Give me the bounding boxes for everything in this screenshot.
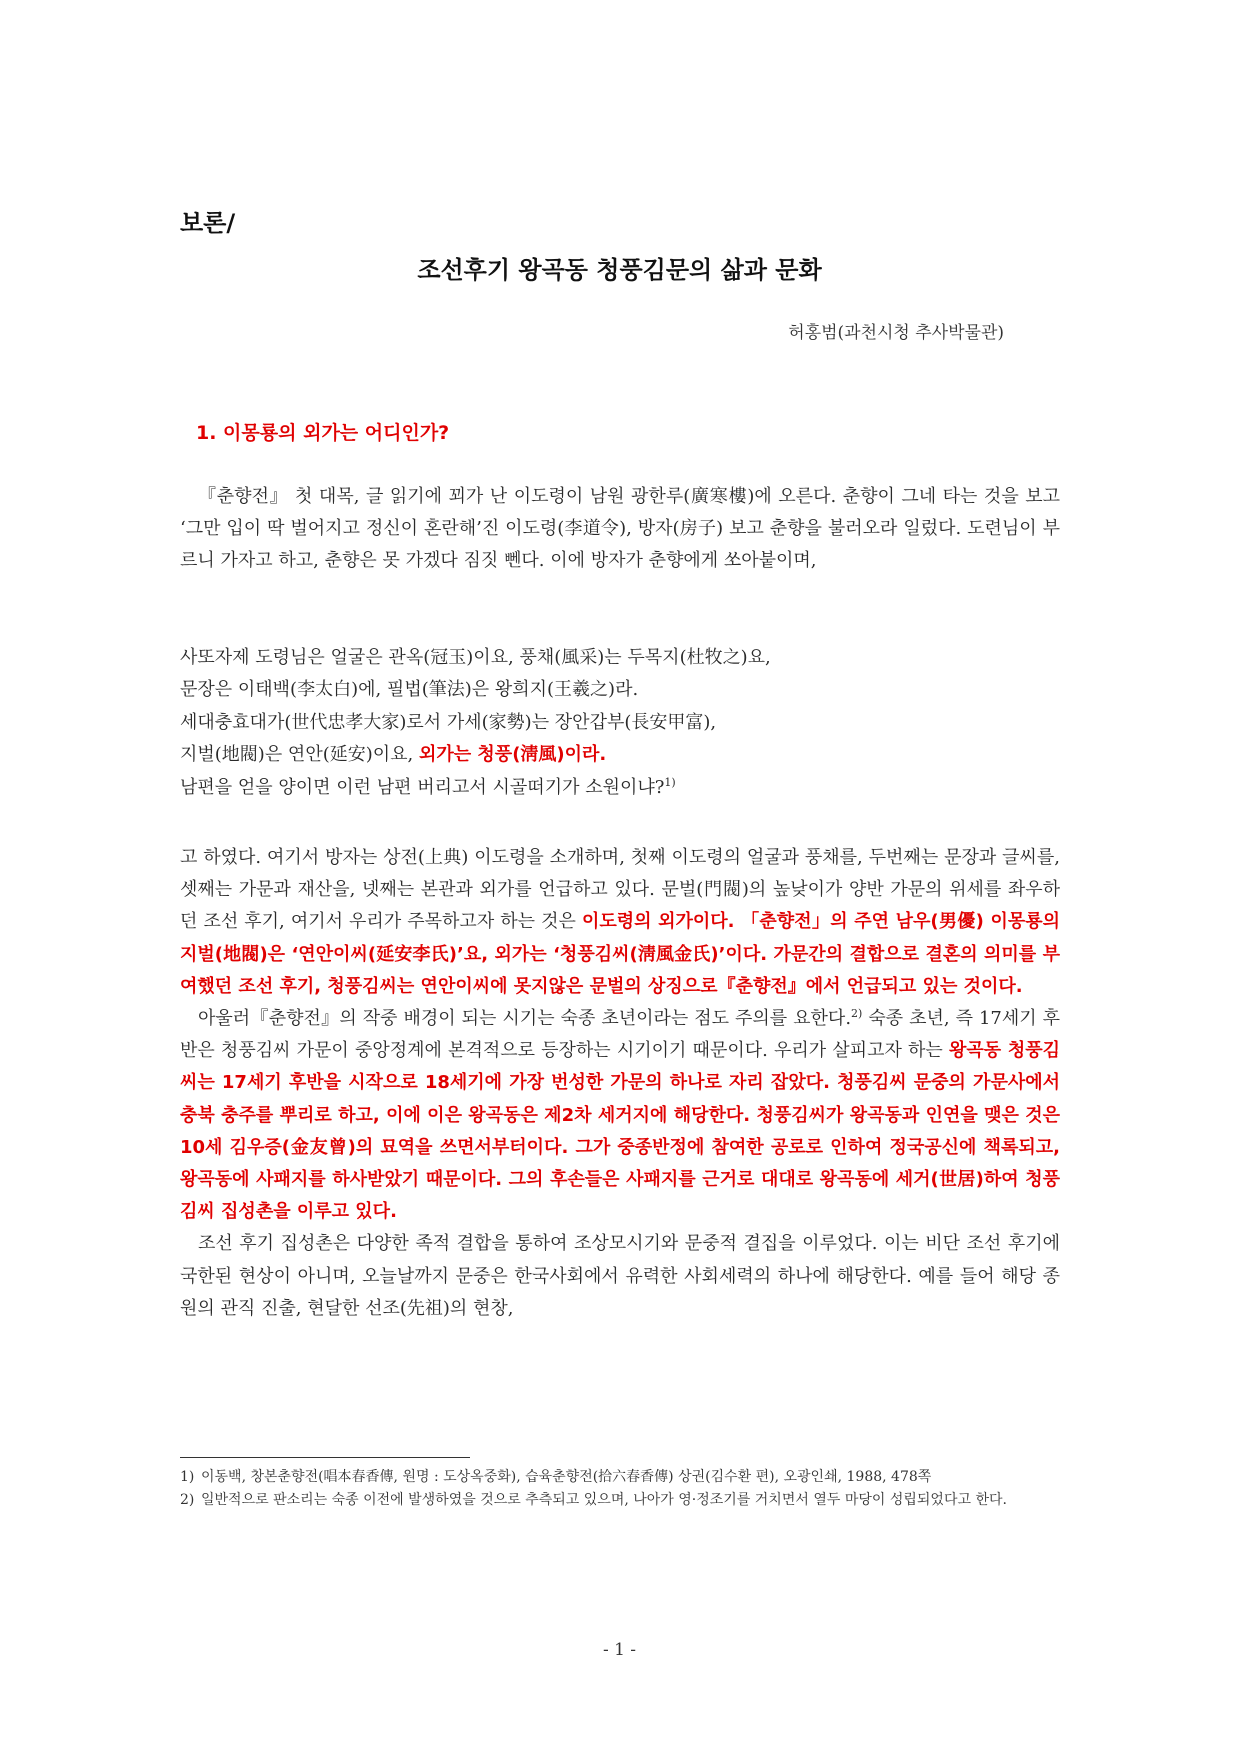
paragraph-2-highlight: 이도령의 외가이다. 「춘향전」의 주연 남우(男優) 이몽룡의 지벌(地閥)은 ‘연안이씨(延安李氏)’요, 외가는 ‘청풍김씨(淸風金氏)’이다. 가문간의 결합으로 결혼의 의미를 부여했던 조선 후기, 청풍김씨는 연안이씨에 못지않은 문벌의 상징으로『춘향전』에서 언급되고 있는 것이다. — [180, 911, 1060, 997]
footnote-ref-1[interactable]: 1) — [664, 775, 676, 789]
quoted-verse — [180, 642, 1060, 804]
verse-line-2: 문장은 이태백(李太白)에, 필법(筆法)은 왕희지(王羲之)라. — [180, 679, 639, 701]
paragraph-4: 조선 후기 집성촌은 다양한 족적 결합을 통하여 조상모시기와 문중적 결집을 이루었다. 이는 비단 조선 후기에 국한된 현상이 아니며, 오늘날까지 문중은 한국사회에서 유력한 사회세력의 하나에 해당한다. 예를 들어 해당 종원의 관직 진출, 현달한 선조(先祖)의 현창, — [180, 1233, 1060, 1319]
verse-line-4 — [180, 739, 1060, 771]
footnote-number: 2) — [180, 1492, 195, 1508]
footnote-text: 이동백, 창본춘향전(唱本春香傳, 원명 : 도상옥중화), 습육춘향전(拾六春香傳) 상권(김수환 편), 오광인쇄, 1988, 478쪽 — [201, 1469, 932, 1485]
footnote-2 — [180, 1489, 1060, 1512]
footnote-text: 일반적으로 판소리는 숙종 이전에 발생하였을 것으로 추측되고 있으며, 나아가 영·정조기를 거치면서 열두 마당이 성립되었다고 한다. — [201, 1492, 1007, 1508]
paragraph-3-highlight: 왕곡동 청풍김씨는 17세기 후반을 시작으로 18세기에 가장 번성한 가문의 하나로 자리 잡았다. 청풍김씨 문중의 가문사에서 충북 충주를 뿌리로 하고, 이에 이은 왕곡동은 제2차 세거지에 해당한다. 청풍김씨가 왕곡동과 인연을 맺은 것은 10세 김우증(金友曾)의 묘역을 쓰면서부터이다. 그가 중종반정에 참여한 공로로 인하여 정국공신에 책록되고, 왕곡동에 사패지를 하사받았기 때문이다. 그의 후손들은 사패지를 근거로 대대로 왕곡동에 세거(世居)하여 청풍김씨 집성촌을 이루고 있다. — [180, 1040, 1060, 1223]
paragraph-2-plain: 고 하였다. 여기서 방자는 상전(上典) 이도령을 소개하며, 첫째 이도령의 얼굴과 풍채를, 두번째는 문장과 글씨를, 셋째는 가문과 재산을, 넷째는 본관과 외가를 언급하고 있다. 문벌(門閥)의 높낮이가 양반 가문의 위세를 좌우하던 조선 후기, 여기서 우리가 주목하고자 하는 것은 — [180, 847, 1060, 933]
verse-line-3: 세대충효대가(世代忠孝大家)로서 가세(家勢)는 장안갑부(長安甲富), — [180, 711, 717, 733]
verse-line-4-plain: 지벌(地閥)은 연안(延安)이요, — [180, 744, 419, 766]
verse-line-5 — [180, 772, 1060, 804]
paragraph-3-plain-1: 아울러『춘향전』의 작중 배경이 되는 시기는 숙종 초년이라는 점도 주의를 요한다. — [198, 1008, 852, 1030]
body-text — [180, 842, 1060, 1325]
paragraph-3 — [180, 1003, 1060, 1228]
section-label: 보론/ — [180, 209, 236, 237]
paragraph-intro-text: 『춘향전』 첫 대목, 글 읽기에 꾀가 난 이도령이 남원 광한루(廣寒樓)에 오른다. 춘향이 그네 타는 것을 보고 ‘그만 입이 딱 벌어지고 정신이 혼란해’진 이도령(李道令), 방자(房子) 보고 춘향을 불러오라 일렀다. 도련님이 부르니 가자고 하고, 춘향은 못 가겠다 짐짓 뻰다. 이에 방자가 춘향에게 쏘아붙이며, — [180, 486, 1060, 572]
section-heading: 1. 이몽룡의 외가는 어디인가? — [196, 422, 450, 444]
verse-line-4-highlight: 외가는 청풍(淸風)이라. — [418, 744, 607, 766]
footnotes — [180, 1466, 1060, 1512]
paragraph-3-plain-2: 숙종 초년, 즉 17세기 후반은 청풍김씨 가문이 중앙정계에 본격적으로 등장하는 시기이기 때문이다. 우리가 살피고자 하는 — [180, 1008, 1060, 1062]
verse-line-1: 사또자제 도령님은 얼굴은 관옥(冠玉)이요, 풍채(風采)는 두목지(杜牧之)요, — [180, 647, 771, 668]
page-number: - 1 - — [602, 1640, 637, 1660]
page-title: 조선후기 왕곡동 청풍김문의 삶과 문화 — [417, 256, 822, 284]
footnote-number: 1) — [180, 1469, 195, 1485]
paragraph-intro — [180, 481, 1060, 578]
footnote-1 — [180, 1466, 1060, 1489]
footnote-divider — [180, 1457, 470, 1458]
footnote-ref-2[interactable]: 2) — [851, 1007, 863, 1021]
paragraph-2 — [180, 842, 1060, 1003]
verse-line-5-text: 남편을 얻을 양이면 이런 남편 버리고서 시골떠기가 소원이냐? — [180, 776, 665, 798]
author-line: 허홍범(과천시청 추사박물관) — [788, 323, 1004, 343]
